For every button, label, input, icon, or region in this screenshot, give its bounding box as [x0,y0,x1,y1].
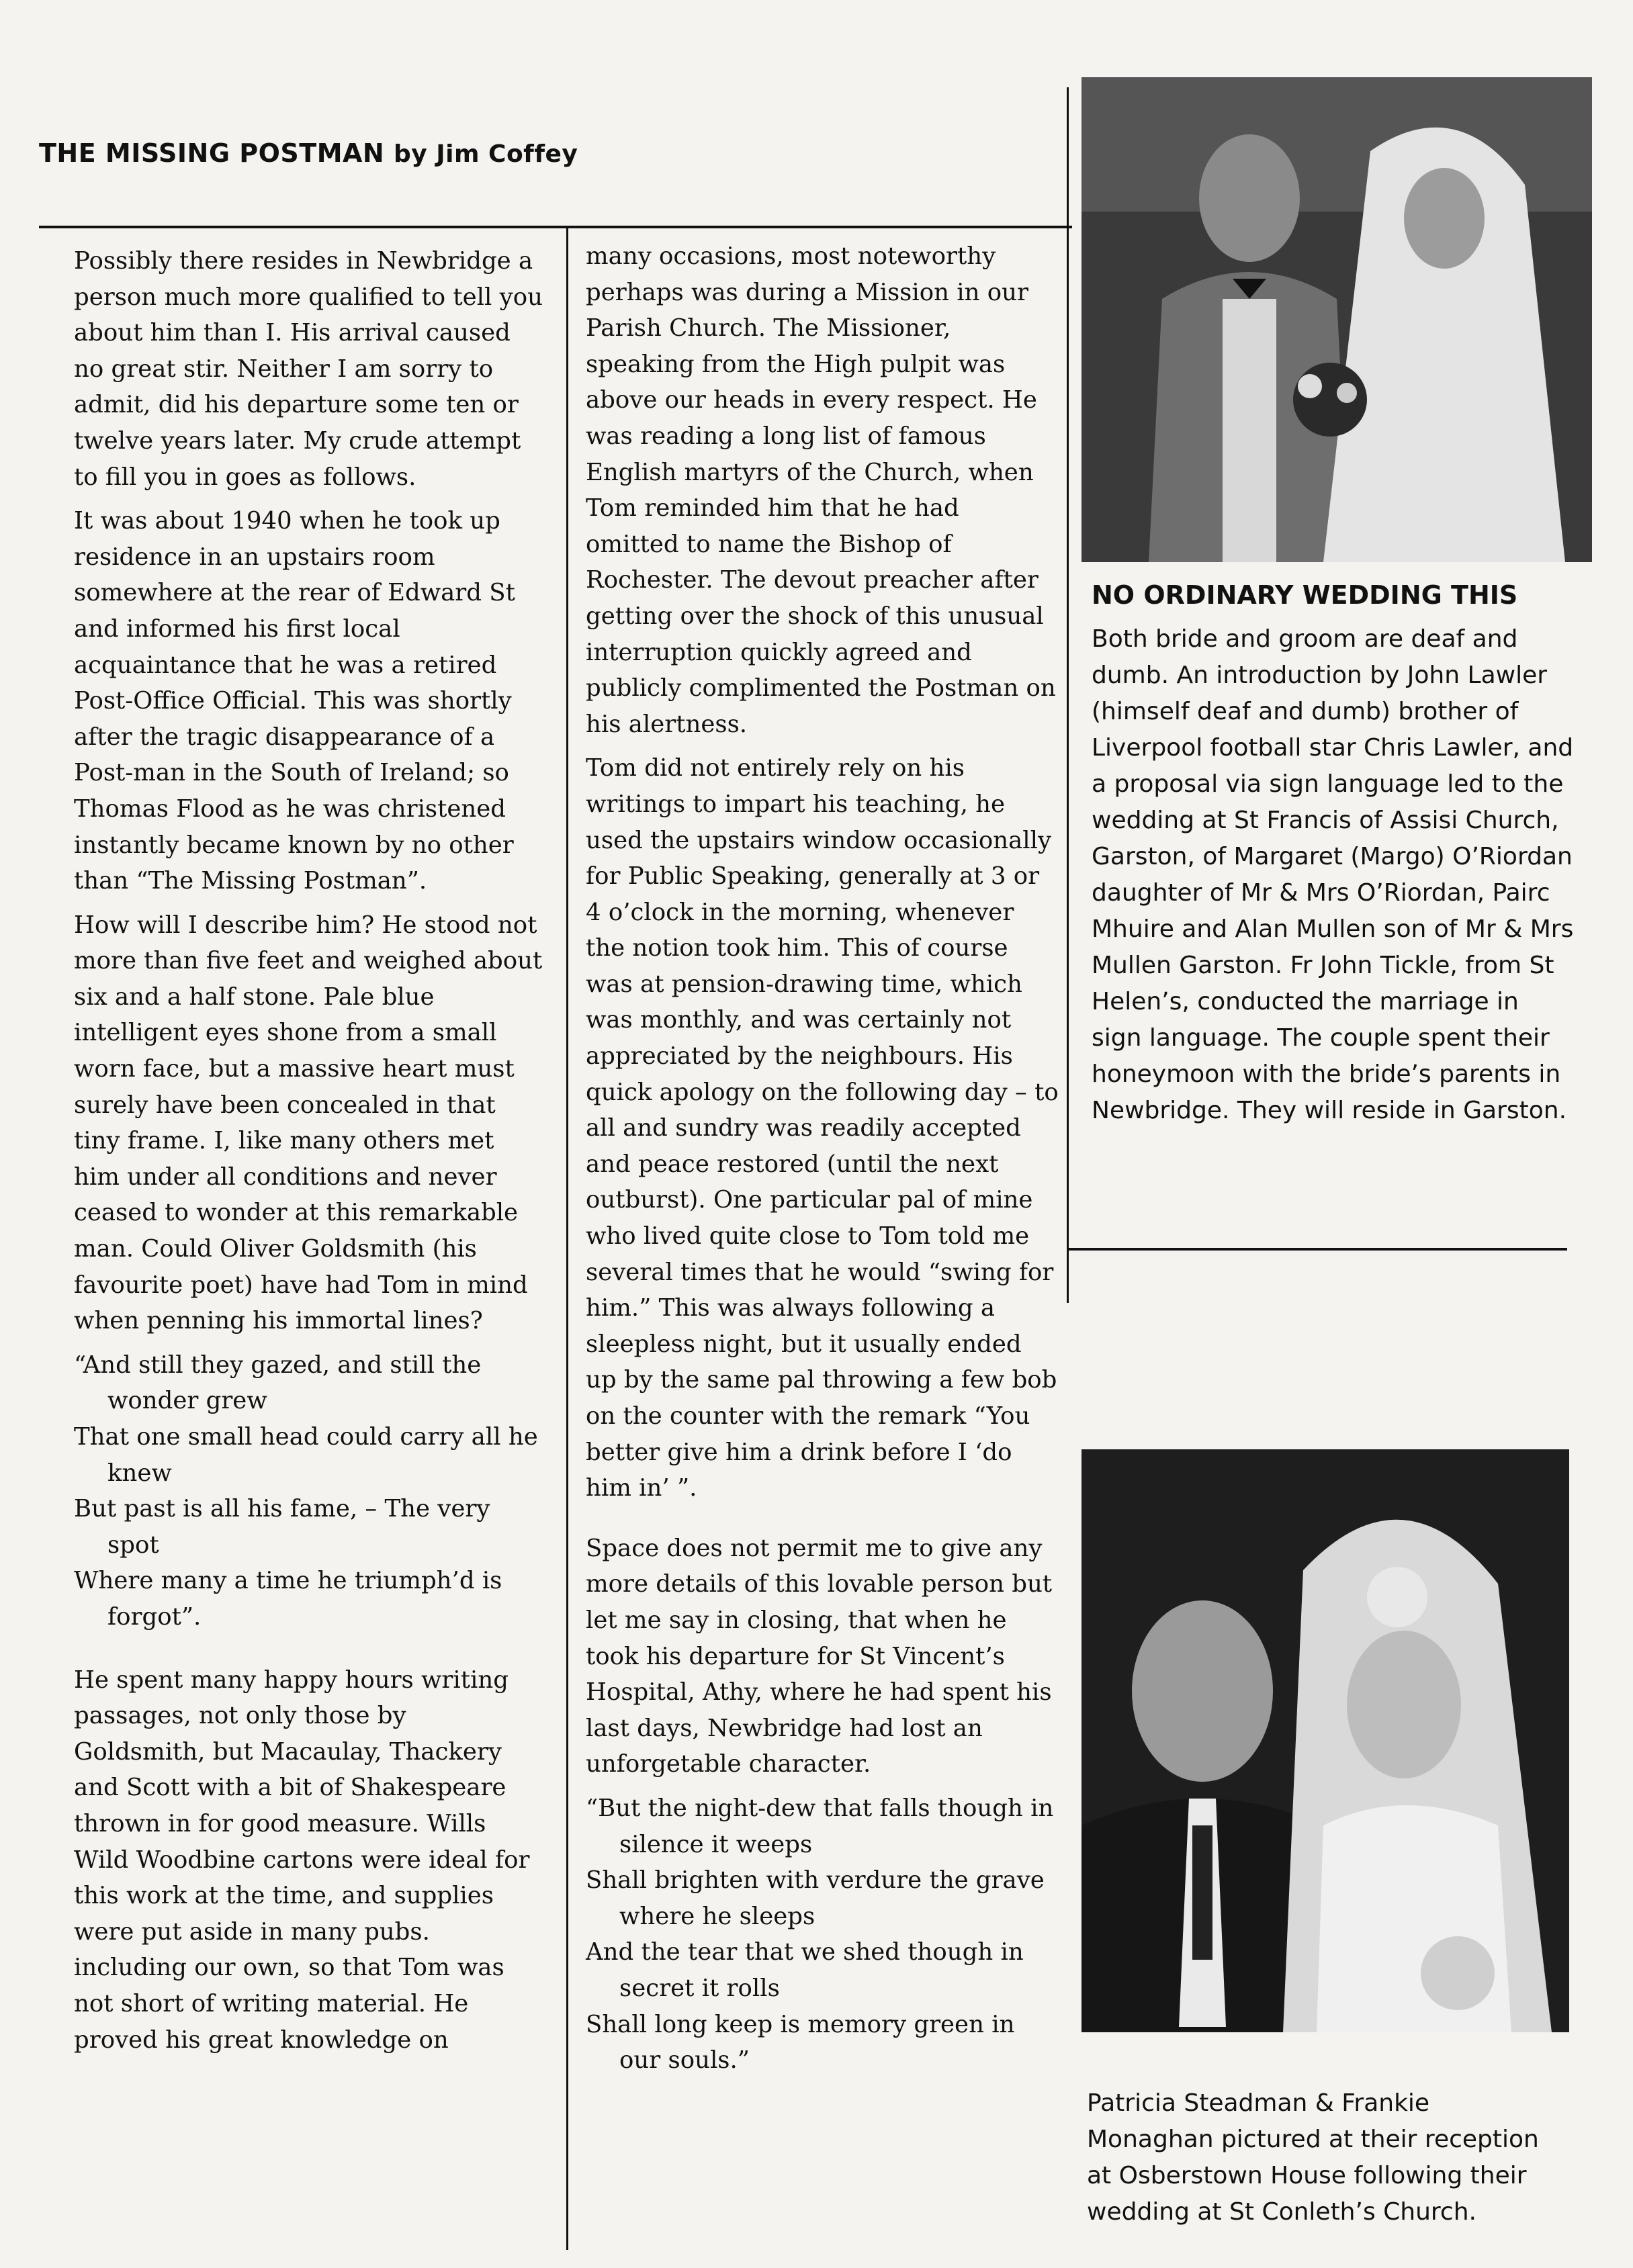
paragraph-4: He spent many happy hours writing passages, not only those by Goldsmith, but Macaulay, Thackery and Scott with a bit of Shakespeare thrown in for good measure. Wills Wild Woodbine cartons were ideal for this work at the time, and supplies were put aside in many pubs. including our own, so that Tom was not short of writing material. He proved his great knowledge on [74,1666,530,2054]
wedding-1-heading: NO ORDINARY WEDDING THIS [1092,580,1518,610]
verse-line: “And still they gazed, and still the wonder grew [74,1351,482,1415]
verse-line: And the tear that we shed though in secret it rolls [586,1938,1024,2002]
wedding-photo-2 [1082,1449,1569,2032]
paragraph-6: Tom did not entirely rely on his writings to impart his teaching, he used the upstairs window occasionally for Public Speaking, generally at 3 or 4 o’clock in the morning, whenever the notion took him. This of course was at pension-drawing time, which was monthly, and was certainly not appreciated by the neighbours. His quick apology on the following day – to all and sundry was readily accepted and peace restored (until the next outburst). One particular pal of mine who lived quite close to Tom told me several times that he would “swing for him.” This was always following a sleepless night, but it usually ended up by the same pal throwing a few bob on the counter with the remark “You better give him a drink before I ‘do him in’ ”. [586,754,1059,1502]
article-title-text: THE MISSING POSTMAN [39,138,385,168]
paragraph-1: Possibly there resides in Newbridge a person much more qualified to tell you about him than I. His arrival caused no great stir. Neither I am sorry to admit, did his departure some ten or twelve years later. My crude attempt to fill you in goes as follows. [74,247,543,491]
article-byline: by Jim Coffey [393,140,578,168]
title-rule [39,226,1072,228]
paragraph-7: Space does not permit me to give any more details of this lovable person but let me say in closing, that when he took his departure for St Vincent’s Hospital, Athy, where he had spent his last days, Newbridge had lost an unforgetable character. [586,1534,1053,1778]
sidebar-divider [1067,87,1069,1303]
verse-line: Shall long keep is memory green in our souls.” [586,2010,1015,2075]
verse-line: That one small head could carry all he knew [74,1423,538,1487]
article-title [39,138,578,168]
verse-line: “But the night-dew that falls though in silence it weeps [586,1794,1054,1858]
wedding-1-caption: Both bride and groom are deaf and dumb. An introduction by John Lawler (himself deaf and dumb) brother of Liverpool football star Chris Lawler, and a proposal via sign language led to the wedding at St Francis of Assisi Church, Garston, of Margaret (Margo) O’Riordan daughter of Mr & Mrs O’Riordan, Pairc Mhuire and Alan Mullen son of Mr & Mrs Mullen Garston. Fr John Tickle, from St Helen’s, conducted the marriage in sign language. The couple spent their honeymoon with the bride’s parents in Newbridge. They will reside in Garston. [1092,625,1574,1124]
paragraph-5: many occasions, most noteworthy perhaps was during a Mission in our Parish Church. The Missioner, speaking from the High pulpit was above our heads in every respect. He was reading a long list of famous English martyrs of the Church, when Tom reminded him that he had omitted to name the Bishop of Rochester. The devout preacher after getting over the shock of this unusual interruption quickly agreed and publicly complimented the Postman on his alertness. [586,242,1056,738]
article-column-1 [74,243,544,2066]
paragraph-2: It was about 1940 when he took up residence in an upstairs room somewhere at the rear of Edward St and informed his first local acquaintance that he was a retired Post-Office Official. This was shortly after the tragic disappearance of a Post-man in the South of Ireland; so Thomas Flood as he was christened instantly became known by no other than “The Missing Postman”. [74,507,515,895]
paragraph-3: How will I describe him? He stood not more than five feet and weighed about six and a half stone. Pale blue intelligent eyes shone from a small worn face, but a massive heart must surely have been concealed in that tiny frame. I, like many others met him under all conditions and never ceased to wonder at this remarkable man. Could Oliver Goldsmith (his favourite poet) have had Tom in mind when penning his immortal lines? [74,911,543,1335]
article-column-2 [586,238,1059,2079]
wedding-photo-1 [1082,77,1592,562]
column-divider [566,228,568,2250]
verse-line: But past is all his fame, – The very spot [74,1495,490,1559]
wedding-2-caption: Patricia Steadman & Frankie Monaghan pictured at their reception at Osberstown House following their wedding at St Conleth’s Church. [1087,2089,1539,2226]
sidebar-rule [1067,1248,1567,1251]
verse-line: Shall brighten with verdure the grave where he sleeps [586,1866,1045,1930]
verse-line: Where many a time he triumph’d is forgot”. [74,1567,502,1631]
